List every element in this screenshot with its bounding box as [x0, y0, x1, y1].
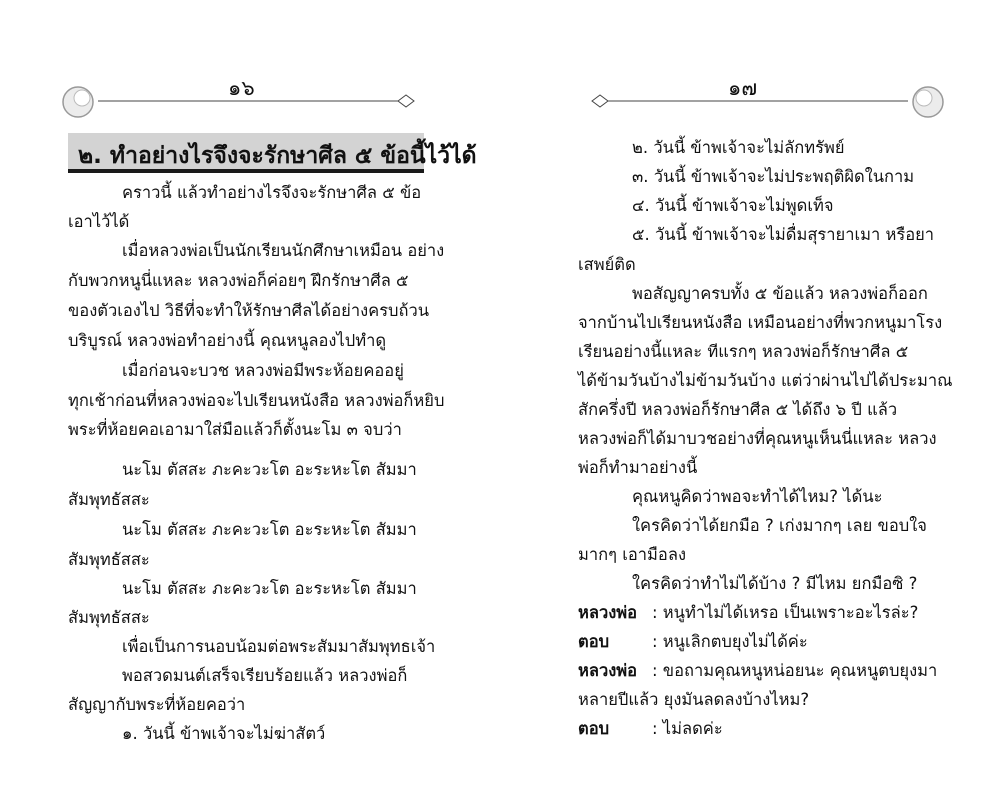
text-line: คราวนี้ แล้วทำอย่างไรจึงจะรักษาศีล ๕ ข้อ — [122, 183, 422, 202]
text-line: นะโม ตัสสะ ภะคะวะโต อะระหะโต สัมมา — [122, 579, 417, 598]
text-line: เมื่อก่อนจะบวช หลวงพ่อมีพระห้อยคออยู่ — [122, 361, 404, 380]
text-line: นะโม ตัสสะ ภะคะวะโต อะระหะโต สัมมา — [122, 460, 417, 479]
dialogue-speaker: หลวงพ่อ — [578, 603, 638, 622]
text-line: ใครคิดว่าได้ยกมือ ? เก่งมากๆ เลย ขอบใจ — [632, 516, 927, 535]
text-line: ของตัวเองไป วิธีที่จะทำให้รักษาศีลได้อย่างครบถ้วน — [68, 301, 430, 320]
dialogue-text: : หนูทำไม่ได้เหรอ เป็นเพราะอะไรล่ะ? — [652, 603, 919, 622]
text-line: ทุกเช้าก่อนที่หลวงพ่อจะไปเรียนหนังสือ หลวงพ่อก็หยิบ — [68, 391, 445, 410]
dialogue-speaker: หลวงพ่อ — [578, 661, 638, 680]
header-ornament-right — [578, 80, 948, 120]
text-line: สัมพุทธัสสะ — [68, 608, 150, 627]
dialogue-speaker: ตอบ — [578, 719, 610, 738]
text-line: เรียนอย่างนี้แหละ ทีแรกๆ หลวงพ่อก็รักษาศีล ๕ — [578, 342, 909, 361]
text-line: พอสัญญาครบทั้ง ๕ ข้อแล้ว หลวงพ่อก็ออก — [632, 284, 928, 303]
dialogue-text: : ไม่ลดค่ะ — [652, 719, 723, 738]
page-number-right: ๑๗ — [728, 76, 758, 100]
text-line: ได้ข้ามวันบ้างไม่ข้ามวันบ้าง แต่ว่าผ่านไปได้ประมาณ — [578, 371, 953, 390]
section-heading: ๒. ทำอย่างไรจึงจะรักษาศีล ๕ ข้อนี้ไว้ได้ — [78, 143, 477, 169]
text-line: สัมพุทธัสสะ — [68, 550, 150, 569]
text-line: สัมพุทธัสสะ — [68, 490, 150, 509]
text-line: พระที่ห้อยคอเอามาใส่มือแล้วก็ตั้งนะโม ๓ จบว่า — [68, 420, 402, 439]
text-line: มากๆ เอามือลง — [578, 545, 687, 564]
text-line: สักครึ่งปี หลวงพ่อก็รักษาศีล ๕ ได้ถึง ๖ ปี แล้ว — [578, 400, 898, 419]
text-line: เสพย์ติด — [578, 255, 636, 274]
text-line: ๒. วันนี้ ข้าพเจ้าจะไม่ลักทรัพย์ — [632, 138, 845, 157]
page-number-left: ๑๖ — [228, 76, 255, 100]
text-line: ๓. วันนี้ ข้าพเจ้าจะไม่ประพฤติผิดในกาม — [632, 167, 915, 186]
text-line: คุณหนูคิดว่าพอจะทำได้ไหม? ได้นะ — [632, 487, 883, 506]
text-line: กับพวกหนูนี่แหละ หลวงพ่อก็ค่อยๆ ฝึกรักษาศีล ๕ — [68, 271, 409, 290]
text-line: ๕. วันนี้ ข้าพเจ้าจะไม่ดื่มสุรายาเมา หรือยา — [632, 225, 935, 244]
text-line: เอาไว้ได้ — [68, 212, 130, 231]
text-line: เพื่อเป็นการนอบน้อมต่อพระสัมมาสัมพุทธเจ้า — [122, 637, 436, 656]
text-line: พอสวดมนต์เสร็จเรียบร้อยแล้ว หลวงพ่อก็ — [122, 666, 408, 685]
dialogue-text: : ขอถามคุณหนูหน่อยนะ คุณหนูตบยุงมา — [652, 661, 938, 680]
text-line: นะโม ตัสสะ ภะคะวะโต อะระหะโต สัมมา — [122, 520, 417, 539]
text-line: ๔. วันนี้ ข้าพเจ้าจะไม่พูดเท็จ — [632, 196, 834, 215]
dialogue-text: : หนูเลิกตบยุงไม่ได้ค่ะ — [652, 632, 808, 651]
text-line: จากบ้านไปเรียนหนังสือ เหมือนอย่างที่พวกหนูมาโรง — [578, 313, 943, 332]
text-line: ใครคิดว่าทำไม่ได้บ้าง ? มีไหม ยกมือซิ ? — [632, 574, 918, 593]
text-line: พ่อก็ทำมาอย่างนี้ — [578, 458, 698, 477]
text-line: ๑. วันนี้ ข้าพเจ้าจะไม่ฆ่าสัตว์ — [122, 724, 326, 743]
text-line: หลวงพ่อก็ได้มาบวชอย่างที่คุณหนูเห็นนี่แหละ หลวง — [578, 429, 937, 448]
text-line: สัญญากับพระที่ห้อยคอว่า — [68, 695, 246, 714]
dialogue-text: หลายปีแล้ว ยุงมันลดลงบ้างไหม? — [578, 690, 810, 709]
dialogue-speaker: ตอบ — [578, 632, 610, 651]
right-page — [500, 0, 1000, 791]
text-line: บริบูรณ์ หลวงพ่อทำอย่างนี้ คุณหนูลองไปทำดู — [68, 331, 387, 350]
text-line: เมื่อหลวงพ่อเป็นนักเรียนนักศึกษาเหมือน อย่าง — [122, 241, 445, 260]
